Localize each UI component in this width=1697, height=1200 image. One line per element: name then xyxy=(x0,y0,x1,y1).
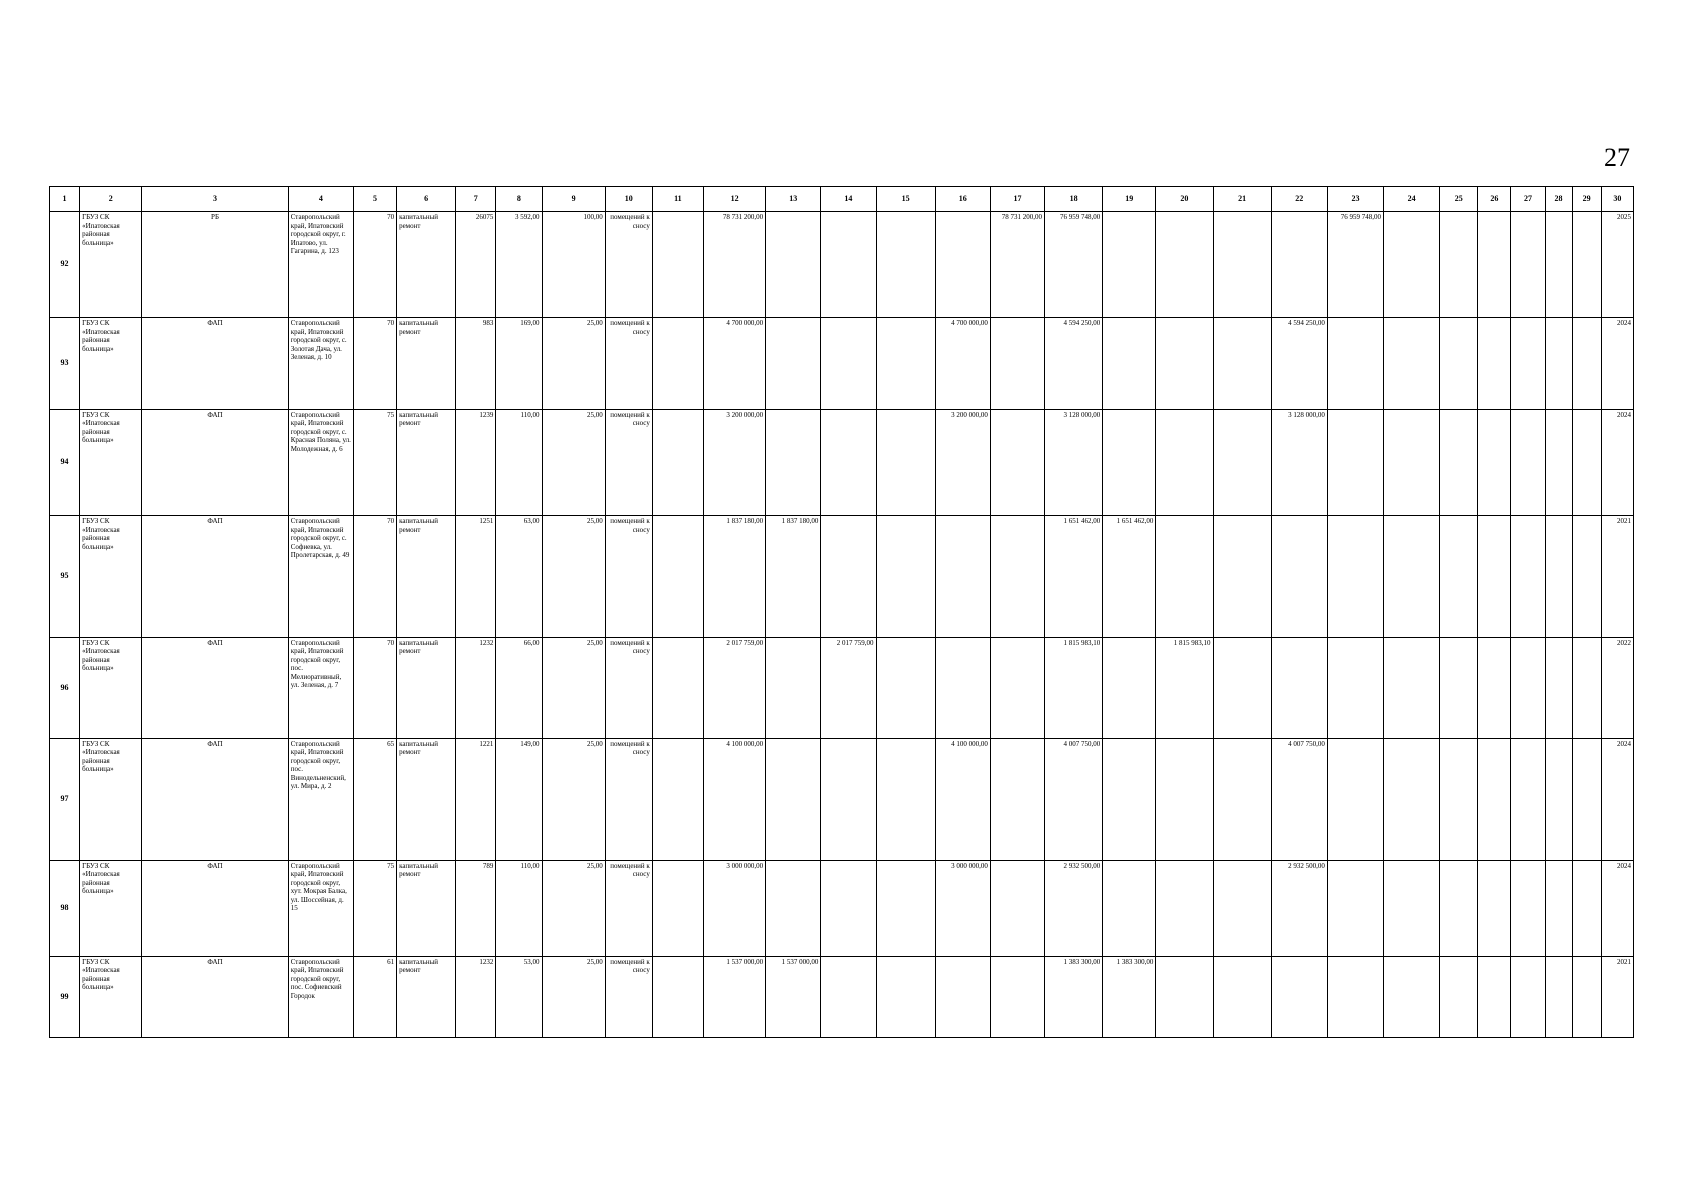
cell-col-7: 1221 xyxy=(456,738,496,860)
cell-col-24 xyxy=(1384,516,1440,638)
cell-col-6: капитальный ремонт xyxy=(397,516,456,638)
cell-col-6: капитальный ремонт xyxy=(397,409,456,515)
column-header-14: 14 xyxy=(821,187,876,212)
cell-col-22 xyxy=(1271,956,1327,1037)
cell-col-21 xyxy=(1213,212,1271,318)
cell-col-2: ГБУЗ СК «Ипатовская районная больница» xyxy=(80,637,142,738)
cell-col-19 xyxy=(1103,409,1156,515)
cell-col-27 xyxy=(1511,318,1545,409)
cell-col-5: 70 xyxy=(353,212,396,318)
cell-col-19 xyxy=(1103,318,1156,409)
cell-col-13 xyxy=(766,738,821,860)
cell-col-3: ФАП xyxy=(142,516,288,638)
column-header-20: 20 xyxy=(1156,187,1213,212)
cell-col-29 xyxy=(1572,956,1601,1037)
cell-col-17 xyxy=(990,409,1044,515)
cell-col-20 xyxy=(1156,956,1213,1037)
cell-col-29 xyxy=(1572,212,1601,318)
cell-col-10: помещений к сносу xyxy=(605,637,652,738)
cell-col-16 xyxy=(935,516,990,638)
cell-col-18: 1 383 300,00 xyxy=(1045,956,1103,1037)
cell-col-14 xyxy=(821,318,876,409)
cell-col-30: 2021 xyxy=(1601,516,1633,638)
cell-col-30: 2024 xyxy=(1601,409,1633,515)
column-header-2: 2 xyxy=(80,187,142,212)
cell-col-3: ФАП xyxy=(142,318,288,409)
cell-col-9: 25,00 xyxy=(542,860,605,956)
cell-col-27 xyxy=(1511,516,1545,638)
cell-col-22: 2 932 500,00 xyxy=(1271,860,1327,956)
cell-col-1: 97 xyxy=(50,738,80,860)
cell-col-7: 789 xyxy=(456,860,496,956)
cell-col-26 xyxy=(1478,516,1511,638)
cell-col-23 xyxy=(1327,516,1383,638)
column-header-8: 8 xyxy=(496,187,542,212)
cell-col-4: Ставропольский край, Ипатовский городской округ, пос. Винодельненский, ул. Мира, д. 2 xyxy=(288,738,353,860)
cell-col-11 xyxy=(652,637,703,738)
cell-col-14 xyxy=(821,860,876,956)
cell-col-4: Ставропольский край, Ипатовский городской округ, с. Красная Поляна, ул. Молодежная, д. 6 xyxy=(288,409,353,515)
cell-col-1: 94 xyxy=(50,409,80,515)
cell-col-15 xyxy=(876,212,935,318)
cell-col-5: 61 xyxy=(353,956,396,1037)
cell-col-1: 93 xyxy=(50,318,80,409)
cell-col-9: 25,00 xyxy=(542,738,605,860)
cell-col-6: капитальный ремонт xyxy=(397,860,456,956)
cell-col-13: 1 837 180,00 xyxy=(766,516,821,638)
cell-col-19 xyxy=(1103,738,1156,860)
cell-col-20 xyxy=(1156,212,1213,318)
cell-col-13: 1 537 000,00 xyxy=(766,956,821,1037)
cell-col-7: 1239 xyxy=(456,409,496,515)
cell-col-27 xyxy=(1511,637,1545,738)
cell-col-29 xyxy=(1572,516,1601,638)
cell-col-18: 2 932 500,00 xyxy=(1045,860,1103,956)
cell-col-10: помещений к сносу xyxy=(605,860,652,956)
cell-col-14 xyxy=(821,212,876,318)
cell-col-8: 110,00 xyxy=(496,409,542,515)
cell-col-16 xyxy=(935,212,990,318)
cell-col-4: Ставропольский край, Ипатовский городской округ, с. Софиевка, ул. Пролетарская, д. 49 xyxy=(288,516,353,638)
cell-col-28 xyxy=(1545,516,1572,638)
cell-col-10: помещений к сносу xyxy=(605,956,652,1037)
cell-col-12: 3 000 000,00 xyxy=(703,860,765,956)
cell-col-17 xyxy=(990,318,1044,409)
cell-col-26 xyxy=(1478,637,1511,738)
cell-col-15 xyxy=(876,860,935,956)
cell-col-25 xyxy=(1440,738,1478,860)
cell-col-11 xyxy=(652,516,703,638)
cell-col-10: помещений к сносу xyxy=(605,409,652,515)
cell-col-24 xyxy=(1384,956,1440,1037)
column-header-7: 7 xyxy=(456,187,496,212)
cell-col-25 xyxy=(1440,212,1478,318)
page-number: 27 xyxy=(1604,143,1630,172)
cell-col-13 xyxy=(766,637,821,738)
cell-col-6: капитальный ремонт xyxy=(397,212,456,318)
cell-col-25 xyxy=(1440,637,1478,738)
cell-col-27 xyxy=(1511,738,1545,860)
cell-col-8: 63,00 xyxy=(496,516,542,638)
column-header-11: 11 xyxy=(652,187,703,212)
cell-col-6: капитальный ремонт xyxy=(397,637,456,738)
cell-col-7: 1232 xyxy=(456,956,496,1037)
cell-col-25 xyxy=(1440,409,1478,515)
cell-col-28 xyxy=(1545,409,1572,515)
column-header-16: 16 xyxy=(935,187,990,212)
table-row xyxy=(50,637,1634,738)
cell-col-9: 25,00 xyxy=(542,318,605,409)
cell-col-20 xyxy=(1156,860,1213,956)
cell-col-6: капитальный ремонт xyxy=(397,738,456,860)
cell-col-28 xyxy=(1545,738,1572,860)
cell-col-29 xyxy=(1572,860,1601,956)
cell-col-12: 4 100 000,00 xyxy=(703,738,765,860)
cell-col-7: 26075 xyxy=(456,212,496,318)
cell-col-9: 25,00 xyxy=(542,409,605,515)
cell-col-22 xyxy=(1271,516,1327,638)
cell-col-26 xyxy=(1478,860,1511,956)
cell-col-9: 25,00 xyxy=(542,637,605,738)
cell-col-26 xyxy=(1478,738,1511,860)
cell-col-21 xyxy=(1213,738,1271,860)
cell-col-13 xyxy=(766,409,821,515)
cell-col-17 xyxy=(990,516,1044,638)
cell-col-30: 2025 xyxy=(1601,212,1633,318)
cell-col-4: Ставропольский край, Ипатовский городской округ, пос. Мелиоративный, ул. Зеленая, д. 7 xyxy=(288,637,353,738)
cell-col-5: 70 xyxy=(353,318,396,409)
column-number-row xyxy=(50,187,1634,212)
cell-col-16 xyxy=(935,956,990,1037)
cell-col-10: помещений к сносу xyxy=(605,516,652,638)
cell-col-27 xyxy=(1511,409,1545,515)
column-header-24: 24 xyxy=(1384,187,1440,212)
cell-col-23 xyxy=(1327,956,1383,1037)
cell-col-22: 3 128 000,00 xyxy=(1271,409,1327,515)
cell-col-21 xyxy=(1213,409,1271,515)
cell-col-17 xyxy=(990,738,1044,860)
cell-col-28 xyxy=(1545,860,1572,956)
cell-col-27 xyxy=(1511,212,1545,318)
cell-col-19 xyxy=(1103,212,1156,318)
table-row xyxy=(50,409,1634,515)
cell-col-16 xyxy=(935,637,990,738)
cell-col-16: 3 000 000,00 xyxy=(935,860,990,956)
cell-col-8: 3 592,00 xyxy=(496,212,542,318)
cell-col-8: 53,00 xyxy=(496,956,542,1037)
cell-col-4: Ставропольский край, Ипатовский городской округ, пос. Софиевский Городок xyxy=(288,956,353,1037)
facilities-table xyxy=(49,186,1634,1038)
cell-col-23 xyxy=(1327,860,1383,956)
cell-col-6: капитальный ремонт xyxy=(397,956,456,1037)
cell-col-5: 70 xyxy=(353,516,396,638)
cell-col-20 xyxy=(1156,516,1213,638)
cell-col-29 xyxy=(1572,637,1601,738)
cell-col-15 xyxy=(876,318,935,409)
table-row xyxy=(50,318,1634,409)
cell-col-9: 100,00 xyxy=(542,212,605,318)
cell-col-25 xyxy=(1440,318,1478,409)
cell-col-2: ГБУЗ СК «Ипатовская районная больница» xyxy=(80,738,142,860)
cell-col-5: 65 xyxy=(353,738,396,860)
column-header-25: 25 xyxy=(1440,187,1478,212)
cell-col-26 xyxy=(1478,212,1511,318)
cell-col-5: 75 xyxy=(353,409,396,515)
cell-col-28 xyxy=(1545,318,1572,409)
cell-col-26 xyxy=(1478,409,1511,515)
cell-col-1: 96 xyxy=(50,637,80,738)
cell-col-25 xyxy=(1440,956,1478,1037)
cell-col-12: 4 700 000,00 xyxy=(703,318,765,409)
table-row xyxy=(50,956,1634,1037)
column-header-23: 23 xyxy=(1327,187,1383,212)
cell-col-7: 1232 xyxy=(456,637,496,738)
cell-col-15 xyxy=(876,637,935,738)
cell-col-19: 1 651 462,00 xyxy=(1103,516,1156,638)
cell-col-24 xyxy=(1384,637,1440,738)
table-row xyxy=(50,516,1634,638)
cell-col-20: 1 815 983,10 xyxy=(1156,637,1213,738)
cell-col-14 xyxy=(821,409,876,515)
cell-col-23 xyxy=(1327,637,1383,738)
cell-col-28 xyxy=(1545,956,1572,1037)
column-header-29: 29 xyxy=(1572,187,1601,212)
cell-col-3: ФАП xyxy=(142,409,288,515)
cell-col-9: 25,00 xyxy=(542,956,605,1037)
column-header-19: 19 xyxy=(1103,187,1156,212)
cell-col-20 xyxy=(1156,738,1213,860)
cell-col-3: РБ xyxy=(142,212,288,318)
table-row xyxy=(50,738,1634,860)
column-header-30: 30 xyxy=(1601,187,1633,212)
cell-col-10: помещений к сносу xyxy=(605,738,652,860)
cell-col-27 xyxy=(1511,860,1545,956)
cell-col-13 xyxy=(766,212,821,318)
cell-col-23 xyxy=(1327,738,1383,860)
column-header-26: 26 xyxy=(1478,187,1511,212)
cell-col-10: помещений к сносу xyxy=(605,212,652,318)
cell-col-12: 1 837 180,00 xyxy=(703,516,765,638)
cell-col-12: 78 731 200,00 xyxy=(703,212,765,318)
cell-col-11 xyxy=(652,956,703,1037)
cell-col-18: 4 594 250,00 xyxy=(1045,318,1103,409)
cell-col-14 xyxy=(821,956,876,1037)
cell-col-21 xyxy=(1213,956,1271,1037)
cell-col-11 xyxy=(652,212,703,318)
cell-col-27 xyxy=(1511,956,1545,1037)
cell-col-28 xyxy=(1545,212,1572,318)
column-header-18: 18 xyxy=(1045,187,1103,212)
cell-col-15 xyxy=(876,738,935,860)
cell-col-26 xyxy=(1478,956,1511,1037)
column-header-15: 15 xyxy=(876,187,935,212)
column-header-13: 13 xyxy=(766,187,821,212)
cell-col-8: 66,00 xyxy=(496,637,542,738)
cell-col-1: 92 xyxy=(50,212,80,318)
cell-col-23 xyxy=(1327,318,1383,409)
cell-col-11 xyxy=(652,860,703,956)
cell-col-18: 3 128 000,00 xyxy=(1045,409,1103,515)
cell-col-8: 149,00 xyxy=(496,738,542,860)
column-header-9: 9 xyxy=(542,187,605,212)
cell-col-30: 2022 xyxy=(1601,637,1633,738)
cell-col-24 xyxy=(1384,860,1440,956)
cell-col-15 xyxy=(876,409,935,515)
column-header-6: 6 xyxy=(397,187,456,212)
cell-col-21 xyxy=(1213,637,1271,738)
cell-col-21 xyxy=(1213,860,1271,956)
cell-col-22 xyxy=(1271,212,1327,318)
cell-col-20 xyxy=(1156,318,1213,409)
cell-col-30: 2024 xyxy=(1601,738,1633,860)
cell-col-19 xyxy=(1103,860,1156,956)
cell-col-14 xyxy=(821,738,876,860)
cell-col-2: ГБУЗ СК «Ипатовская районная больница» xyxy=(80,956,142,1037)
cell-col-30: 2024 xyxy=(1601,318,1633,409)
cell-col-3: ФАП xyxy=(142,860,288,956)
cell-col-23: 76 959 748,00 xyxy=(1327,212,1383,318)
cell-col-26 xyxy=(1478,318,1511,409)
cell-col-12: 1 537 000,00 xyxy=(703,956,765,1037)
cell-col-2: ГБУЗ СК «Ипатовская районная больница» xyxy=(80,860,142,956)
column-header-22: 22 xyxy=(1271,187,1327,212)
column-header-28: 28 xyxy=(1545,187,1572,212)
cell-col-21 xyxy=(1213,516,1271,638)
cell-col-24 xyxy=(1384,212,1440,318)
cell-col-18: 76 959 748,00 xyxy=(1045,212,1103,318)
cell-col-29 xyxy=(1572,318,1601,409)
cell-col-22: 4 594 250,00 xyxy=(1271,318,1327,409)
cell-col-10: помещений к сносу xyxy=(605,318,652,409)
column-header-21: 21 xyxy=(1213,187,1271,212)
cell-col-21 xyxy=(1213,318,1271,409)
cell-col-18: 1 651 462,00 xyxy=(1045,516,1103,638)
cell-col-4: Ставропольский край, Ипатовский городской округ, хут. Мокрая Балка, ул. Шоссейная, д. 15 xyxy=(288,860,353,956)
cell-col-24 xyxy=(1384,318,1440,409)
cell-col-3: ФАП xyxy=(142,956,288,1037)
cell-col-14 xyxy=(821,516,876,638)
cell-col-12: 2 017 759,00 xyxy=(703,637,765,738)
cell-col-2: ГБУЗ СК «Ипатовская районная больница» xyxy=(80,212,142,318)
cell-col-17 xyxy=(990,860,1044,956)
cell-col-6: капитальный ремонт xyxy=(397,318,456,409)
cell-col-25 xyxy=(1440,516,1478,638)
cell-col-22 xyxy=(1271,637,1327,738)
cell-col-19 xyxy=(1103,637,1156,738)
table-row xyxy=(50,860,1634,956)
cell-col-7: 1251 xyxy=(456,516,496,638)
cell-col-29 xyxy=(1572,738,1601,860)
cell-col-13 xyxy=(766,860,821,956)
cell-col-18: 4 007 750,00 xyxy=(1045,738,1103,860)
cell-col-1: 98 xyxy=(50,860,80,956)
cell-col-18: 1 815 983,10 xyxy=(1045,637,1103,738)
cell-col-17: 78 731 200,00 xyxy=(990,212,1044,318)
cell-col-9: 25,00 xyxy=(542,516,605,638)
cell-col-23 xyxy=(1327,409,1383,515)
cell-col-20 xyxy=(1156,409,1213,515)
column-header-27: 27 xyxy=(1511,187,1545,212)
cell-col-2: ГБУЗ СК «Ипатовская районная больница» xyxy=(80,409,142,515)
column-header-1: 1 xyxy=(50,187,80,212)
cell-col-4: Ставропольский край, Ипатовский городской округ, с. Золотая Дача, ул. Зеленая, д. 10 xyxy=(288,318,353,409)
column-header-3: 3 xyxy=(142,187,288,212)
cell-col-2: ГБУЗ СК «Ипатовская районная больница» xyxy=(80,516,142,638)
cell-col-11 xyxy=(652,738,703,860)
cell-col-16: 3 200 000,00 xyxy=(935,409,990,515)
cell-col-5: 75 xyxy=(353,860,396,956)
cell-col-2: ГБУЗ СК «Ипатовская районная больница» xyxy=(80,318,142,409)
cell-col-17 xyxy=(990,637,1044,738)
column-header-4: 4 xyxy=(288,187,353,212)
column-header-17: 17 xyxy=(990,187,1044,212)
cell-col-24 xyxy=(1384,738,1440,860)
cell-col-14: 2 017 759,00 xyxy=(821,637,876,738)
cell-col-11 xyxy=(652,318,703,409)
cell-col-13 xyxy=(766,318,821,409)
cell-col-25 xyxy=(1440,860,1478,956)
cell-col-5: 70 xyxy=(353,637,396,738)
cell-col-1: 99 xyxy=(50,956,80,1037)
cell-col-1: 95 xyxy=(50,516,80,638)
cell-col-4: Ставропольский край, Ипатовский городской округ, г. Ипатово, ул. Гагарина, д. 123 xyxy=(288,212,353,318)
cell-col-30: 2024 xyxy=(1601,860,1633,956)
column-header-10: 10 xyxy=(605,187,652,212)
cell-col-15 xyxy=(876,516,935,638)
column-header-12: 12 xyxy=(703,187,765,212)
cell-col-19: 1 383 300,00 xyxy=(1103,956,1156,1037)
cell-col-11 xyxy=(652,409,703,515)
cell-col-24 xyxy=(1384,409,1440,515)
cell-col-3: ФАП xyxy=(142,738,288,860)
cell-col-30: 2021 xyxy=(1601,956,1633,1037)
cell-col-8: 169,00 xyxy=(496,318,542,409)
cell-col-12: 3 200 000,00 xyxy=(703,409,765,515)
cell-col-22: 4 007 750,00 xyxy=(1271,738,1327,860)
cell-col-16: 4 700 000,00 xyxy=(935,318,990,409)
cell-col-7: 983 xyxy=(456,318,496,409)
cell-col-3: ФАП xyxy=(142,637,288,738)
cell-col-28 xyxy=(1545,637,1572,738)
cell-col-8: 110,00 xyxy=(496,860,542,956)
cell-col-16: 4 100 000,00 xyxy=(935,738,990,860)
cell-col-17 xyxy=(990,956,1044,1037)
table-row xyxy=(50,212,1634,318)
column-header-5: 5 xyxy=(353,187,396,212)
cell-col-15 xyxy=(876,956,935,1037)
cell-col-29 xyxy=(1572,409,1601,515)
